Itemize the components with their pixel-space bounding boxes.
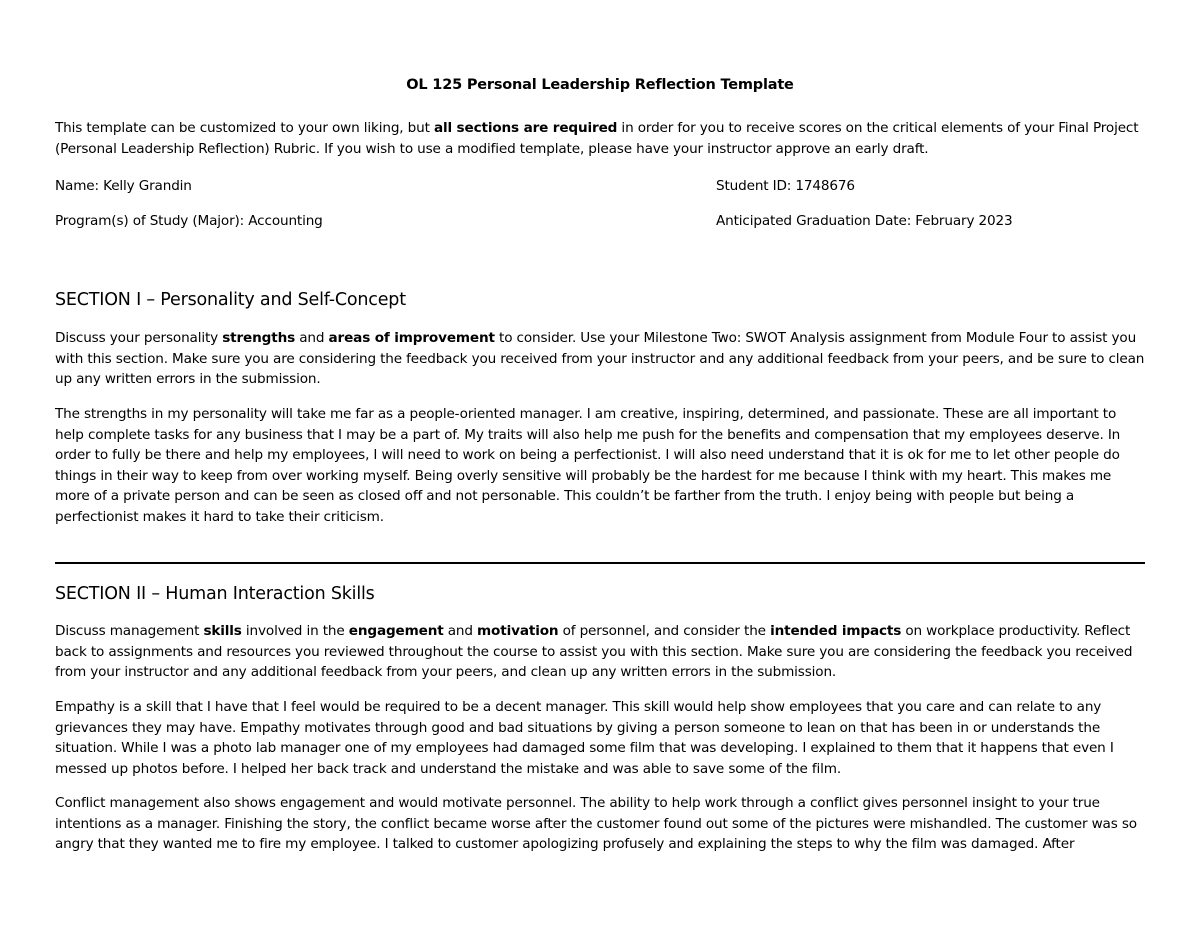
s1-prompt-b1: strengths: [222, 330, 296, 346]
section2-response-2: Conflict management also shows engagement and would motivate personnel. The ability to help work through a conflict gives personnel insight to your true intentions as a manager. Finishing the story, the conflict became worse after the customer found out some of the pictures were mishandled. The customer was so angry that they wanted me to fire my employee. I talked to customer apologizing profusely and explaining the steps to why the film was damaged. After: [55, 795, 1137, 853]
section1-prompt: [55, 328, 1147, 390]
intro-text-2: in order for you to receive scores on the critical elements of your Final Project (Personal Leadership Reflection) Rubric. If you wish to use a modified template, please have your instructor approve an early draft.: [55, 120, 1139, 157]
section1-response: The strengths in my personality will take me far as a people-oriented manager. I am creative, inspiring, determined, and passionate. These are all important to help complete tasks for any business that I may be a part of. My traits will also help me push for the benefits and compensation that my employees deserve. In order to fully be there and help my employees, I will need to work on being a perfectionist. I will also need understand that it is ok for me to let other people do things in their way to keep from over working myself. Being overly sensitive will probably be the hardest for me because I think with my heart. This makes me more of a private person and can be seen as closed off and not personable. This couldn’t be farther from the truth. I enjoy being with people but being a perfectionist makes it hard to take their criticism.: [55, 406, 1121, 525]
s2-prompt-b3: motivation: [477, 623, 559, 639]
s2-prompt-d: and: [443, 623, 478, 639]
section2-response-1: Empathy is a skill that I have that I feel would be required to be a decent manager. This skill would help show employees that you care and can relate to any grievances they may have. Empathy motivates through good and bad situations by giving a person someone to lean on that has been in or understands the situation. While I was a photo lab manager one of my employees had damaged some film that was developing. I explained to them that it happens that even I messed up photos before. I helped her back track and understand the mistake and was able to save some of the film.: [55, 699, 1114, 777]
intro-text-1: This template can be customized to your own liking, but: [55, 120, 434, 136]
s2-prompt-a: Discuss management: [55, 623, 204, 639]
graduation-date-field: Anticipated Graduation Date: February 2023: [716, 213, 1013, 229]
s1-prompt-c: and: [295, 330, 329, 346]
s1-prompt-d: to consider. Use your Milestone Two: SWOT Analysis assignment from Module Four to assist you with this section. Make sure you are considering the feedback you received from your instructor and any additional feedback from your peers, and be sure to clean up any written errors in the submission.: [55, 330, 1145, 388]
student-id-field: Student ID: 1748676: [716, 178, 855, 194]
name-field: Name: Kelly Grandin: [55, 178, 192, 194]
s2-prompt-c: involved in the: [241, 623, 349, 639]
section-divider: [55, 562, 1145, 564]
s2-prompt-b1: skills: [203, 623, 242, 639]
program-field: Program(s) of Study (Major): Accounting: [55, 213, 323, 229]
s2-prompt-b2: engagement: [348, 623, 444, 639]
document-title: OL 125 Personal Leadership Reflection Template: [406, 77, 794, 93]
section2-heading: SECTION II – Human Interaction Skills: [55, 584, 375, 604]
section1-heading: SECTION I – Personality and Self-Concept: [55, 290, 406, 310]
s1-prompt-a: Discuss your personality: [55, 330, 223, 346]
intro-paragraph: [55, 118, 1147, 159]
intro-bold: all sections are required: [433, 120, 618, 136]
section2-prompt: [55, 621, 1147, 683]
s2-prompt-f: on workplace productivity. Reflect back to assignments and resources you reviewed throughout the course to assist you with this section. Make sure you are considering the feedback you received from your instructor and any additional feedback from your peers, and clean up any written errors in the submission.: [55, 623, 1133, 681]
s2-prompt-e: of personnel, and consider the: [558, 623, 771, 639]
s1-prompt-b2: areas of improvement: [328, 330, 495, 346]
s2-prompt-b4: intended impacts: [770, 623, 902, 639]
